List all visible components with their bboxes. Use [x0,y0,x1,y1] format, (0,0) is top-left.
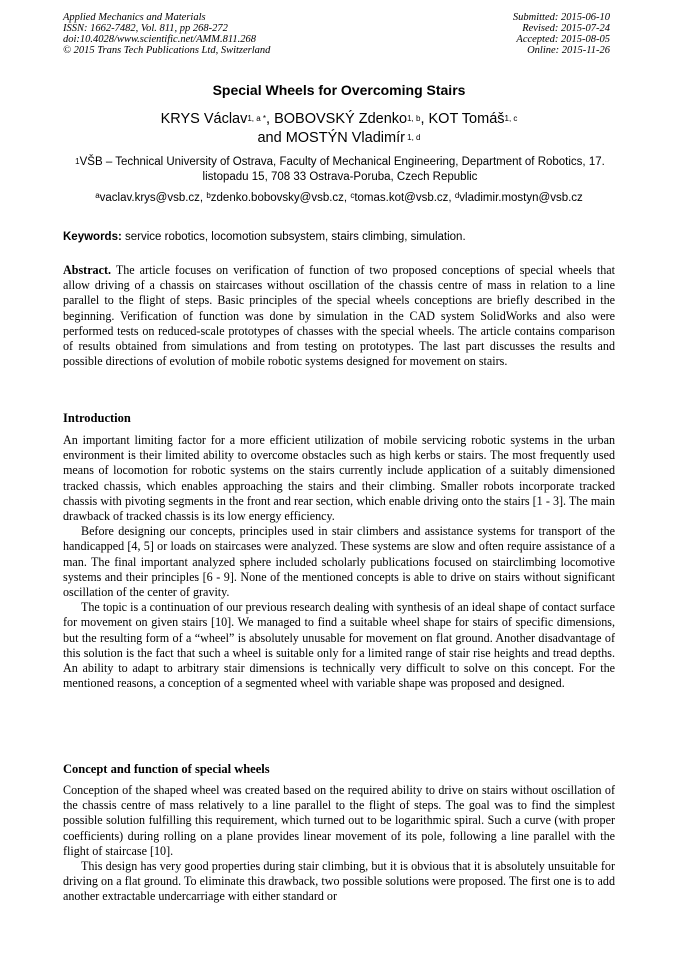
author-name: , BOBOVSKÝ Zdenko [266,111,408,127]
email-mark: b [206,191,211,200]
journal-info [63,12,270,56]
author-emails [0,192,678,204]
email-mark: a [95,191,100,200]
author-affiliation-mark: 1, a * [247,114,267,123]
author-affiliation-mark: 1, c [504,114,518,123]
email-mark: d [454,191,460,200]
author-name: and MOSTÝN Vladimír [257,130,405,146]
introduction-body [63,433,615,691]
concept-body [63,783,615,905]
section-heading-concept: Concept and function of special wheels [63,762,270,776]
abstract-text: The article focuses on verification of function of two proposed conceptions of special wheels that allow driving of a chassis on staircases without oscillation of the chassis centre of mass in relation to a line parallel to the flight of steps. Basic principles of the special wheels conceptions are briefly described in the beginning. Verification of function was done by simulation in the CAD system SolidWorks and also were performed tests on reduced-scale prototypes of chasses with the special wheels. The article contains comparison of results obtained from simulations and from testing on prototypes. The last part discusses the results and possible directions of evolution of mobile robotic systems designed for movement on stairs. [63,263,615,369]
email-link[interactable]: vaclav.krys@vsb.cz, [99,192,207,204]
submitted-date: Submitted: 2015-06-10 [512,12,610,23]
author-name: KRYS Václav [160,111,248,127]
journal-copyright: © 2015 Trans Tech Publications Ltd, Switzerland [63,45,271,56]
online-date: Online: 2015-11-26 [527,45,610,56]
abstract [63,263,615,369]
email-link[interactable]: tomas.kot@vsb.cz, [354,192,455,204]
abstract-label: Abstract. [63,263,112,277]
paragraph: An important limiting factor for a more efficient utilization of mobile servicing robotic systems in the urban environment is their limited ability to overcome obstacles such as high kerbs or stairs. The most frequently used means of locomotion for robotic systems on the stairs currently include application of a suitably dimensioned tracked chassis, which enables approaching the stairs and their climbing. Smaller robots incorporate tracked chassis with pivoting segments in the front and rear section, which enable driving onto the stairs [1 - 3]. The main drawback of tracked chassis is its low energy efficiency. [63,433,615,524]
author-affiliation-mark: 1, b [407,114,421,123]
email-link[interactable]: zdenko.bobovsky@vsb.cz, [210,192,351,204]
keywords-label: Keywords: [63,231,122,243]
paragraph: The topic is a continuation of our previous research dealing with synthesis of an ideal shape of contact surface for movement on given stairs [10]. We managed to find a suitable wheel shape for stairs of specific dimensions, but the resulting form of a “wheel” is absolutely unusable for movement on flat ground. Another disadvantage of this solution is the fact that such a wheel is suitable only for a limited range of stair rise heights and tread depths. An ability to adapt to arbitrary stair dimensions is technically very difficult to solve on this concept. For the mentioned reasons, a conception of a segmented wheel with variable shape was proposed and designed. [63,600,615,691]
journal-issn: ISSN: 1662-7482, Vol. 811, pp 268-272 [63,23,228,34]
author-list [0,110,678,148]
paragraph: Conception of the shaped wheel was created based on the required ability to drive on stairs without oscillation of the chassis centre of mass relatively to a line parallel to the flight of steps. The goal was to find the simplest possible solution fulfilling this requirement, which turned out to be logarithmic spiral. Such a curve (with proper coefficients) during rolling on a plane provides linear movement of its pole, following a line parallel with the flight of staircase [10]. [63,783,615,858]
author-name: , KOT Tomáš [420,111,505,127]
email-link[interactable]: vladimir.mostyn@vsb.cz [459,192,583,204]
submission-dates [513,12,610,56]
accepted-date: Accepted: 2015-08-05 [516,34,610,45]
section-heading-introduction: Introduction [63,411,131,425]
journal-name: Applied Mechanics and Materials [63,12,206,23]
keywords [63,231,615,243]
revised-date: Revised: 2015-07-24 [522,23,610,34]
journal-doi: doi:10.4028/www.scientific.net/AMM.811.268 [63,34,256,45]
keywords-text: service robotics, locomotion subsystem, stairs climbing, simulation. [121,231,466,243]
email-mark: c [350,191,355,200]
author-affiliation-mark: 1, d [404,133,421,142]
paper-title: Special Wheels for Overcoming Stairs [212,82,466,98]
affiliation-mark: 1 [75,157,80,166]
paragraph: Before designing our concepts, principles used in stair climbers and assistance systems for transport of the handicapped [4, 5] or loads on staircases were analyzed. These systems are slow and often require assistance of a man. The final important analyzed sphere included scholarly publications focused on stairclimbing locomotive systems and their principles [6 - 9]. None of the mentioned concepts is able to drive on stairs without significant oscillation of the center of gravity. [63,524,615,600]
paragraph: This design has very good properties during stair climbing, but it is obvious that it is absolutely unsuitable for driving on a flat ground. To eliminate this drawback, two possible solutions were proposed. The first one is to add another extractable undercarriage with either standard or [63,859,615,904]
affiliation [60,155,620,185]
affiliation-text: VŠB – Technical University of Ostrava, Faculty of Mechanical Engineering, Department of Robotics, 17. listopadu 15, 708 33 Ostrava-Poruba, Czech Republic [79,156,605,183]
journal-header [63,12,610,56]
